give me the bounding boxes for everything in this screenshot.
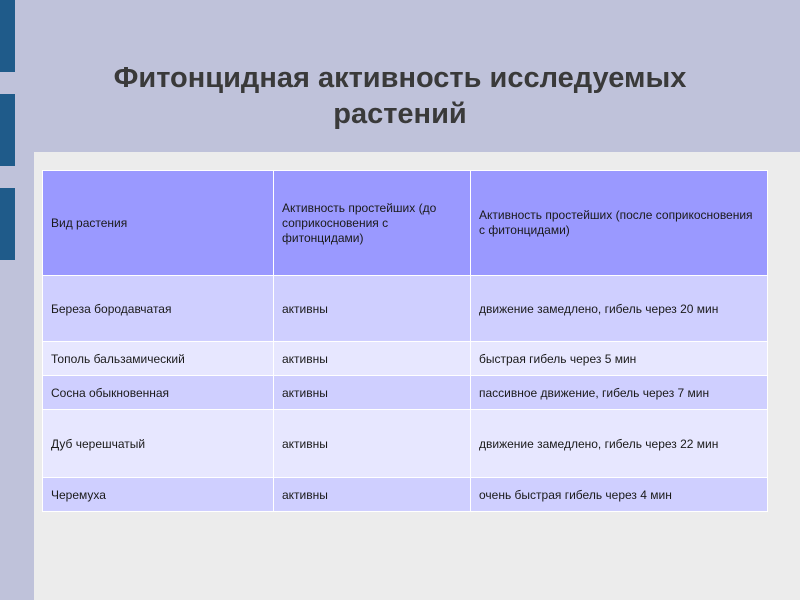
slide-title-line-2: растений [333, 98, 467, 130]
cell-activity-before: активны [274, 478, 471, 512]
table-row [43, 342, 768, 376]
table-row [43, 478, 768, 512]
header-activity-after: Активность простейших (после соприкосновения с фитонцидами) [471, 171, 768, 276]
accent-bar-middle [0, 94, 15, 166]
cell-activity-after: движение замедлено, гибель через 22 мин [471, 410, 768, 478]
cell-activity-after: пассивное движение, гибель через 7 мин [471, 376, 768, 410]
table-row [43, 276, 768, 342]
header-plant-species: Вид растения [43, 171, 274, 276]
cell-activity-before: активны [274, 342, 471, 376]
cell-activity-after: быстрая гибель через 5 мин [471, 342, 768, 376]
accent-bar-bottom [0, 188, 15, 260]
slide-title-line-1: Фитонцидная активность исследуемых [113, 62, 687, 94]
table-header-row [43, 171, 768, 276]
accent-bar-top [0, 0, 15, 72]
cell-activity-before: активны [274, 276, 471, 342]
cell-plant-species: Сосна обыкновенная [43, 376, 274, 410]
cell-activity-after: движение замедлено, гибель через 20 мин [471, 276, 768, 342]
cell-plant-species: Береза бородавчатая [43, 276, 274, 342]
cell-plant-species: Черемуха [43, 478, 274, 512]
table-row [43, 376, 768, 410]
cell-plant-species: Тополь бальзамический [43, 342, 274, 376]
cell-activity-before: активны [274, 376, 471, 410]
phytoncide-table [42, 170, 768, 512]
header-activity-before: Активность простейших (до соприкосновения с фитонцидами) [274, 171, 471, 276]
cell-plant-species: Дуб черешчатый [43, 410, 274, 478]
slide-title [60, 60, 740, 132]
table-row [43, 410, 768, 478]
cell-activity-after: очень быстрая гибель через 4 мин [471, 478, 768, 512]
cell-activity-before: активны [274, 410, 471, 478]
